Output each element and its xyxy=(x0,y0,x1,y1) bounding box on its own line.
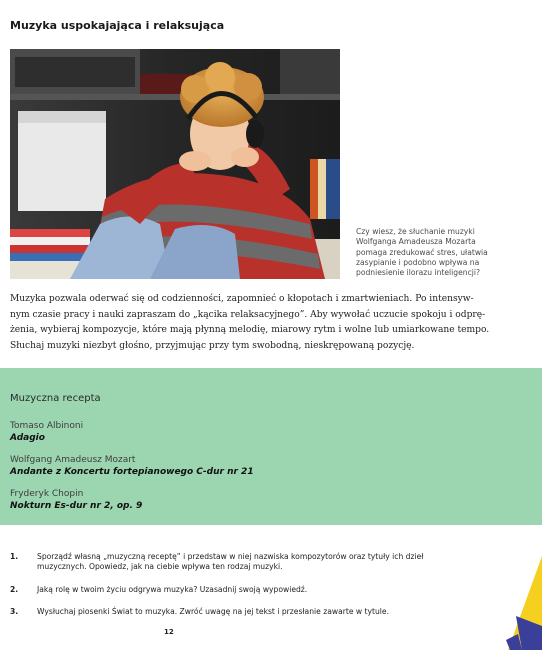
task-line: muzycznych. Opowiedz, jak na ciebie wpływa ten rodzaj muzyki. xyxy=(37,562,283,571)
task-number: 3. xyxy=(10,607,19,616)
corner-decoration-icon xyxy=(498,556,542,650)
intro-line: Muzyka pozwala oderwać się od codzienności, zapomnieć o kłopotach i zmartwieniach. Po intensyw- xyxy=(10,294,474,304)
task-text xyxy=(37,585,307,595)
task-text xyxy=(37,607,389,617)
recipe-entry xyxy=(10,488,142,512)
recipe-entry xyxy=(10,454,254,478)
task-text xyxy=(37,552,423,572)
work-title: Andante z Koncertu fortepianowego C-dur nr 21 xyxy=(10,467,254,477)
work-title: Adagio xyxy=(10,433,45,443)
task-line: Sporządź własną „muzyczną receptę” i przedstaw w niej nazwiska kompozytorów oraz tytuły ich dzieł xyxy=(37,552,424,561)
task-number: 1. xyxy=(10,552,19,561)
page-number: 12 xyxy=(164,628,174,636)
task-line: Wysłuchaj piosenki Świat to muzyka. Zwróć uwagę na jej tekst i przesłanie zawarte w tytule. xyxy=(37,607,389,616)
info-caption xyxy=(356,227,536,278)
recipe-entry xyxy=(10,420,83,444)
intro-line: żenia, wybieraj kompozycje, które mają płynną melodię, miarowy rytm i wolne lub umiarkowane tempo. xyxy=(10,325,490,336)
caption-line: zasypianie i podobno wpływa na xyxy=(356,257,480,267)
composer-name: Fryderyk Chopin xyxy=(10,489,84,499)
intro-line: Słuchaj muzyki niezbyt głośno, przyjmując przy tym swobodną, nieskrępowaną pozycję. xyxy=(10,340,415,351)
composer-name: Tomaso Albinoni xyxy=(10,421,84,431)
intro-line: nym czasie pracy i nauki zapraszam do „kącika relaksacyjnego”. Aby wywołać uczucie spokoju i odprę- xyxy=(10,309,486,320)
caption-line: podniesienie ilorazu inteligencji? xyxy=(356,268,481,278)
caption-line: pomaga zredukować stres, ułatwia xyxy=(356,247,488,257)
photo-illustration xyxy=(10,49,340,279)
work-title: Nokturn Es-dur nr 2, op. 9 xyxy=(10,501,143,511)
caption-line: Wolfganga Amadeusza Mozarta xyxy=(356,237,476,247)
intro-paragraph xyxy=(10,292,540,354)
task-number: 2. xyxy=(10,585,19,594)
caption-line: Czy wiesz, że słuchanie muzyki xyxy=(356,227,475,236)
task-line: Jaką rolę w twoim życiu odgrywa muzyka? Uzasadnij swoją wypowiedź. xyxy=(37,585,308,594)
boy-listening-headphones-photo xyxy=(10,49,340,279)
music-recipe-panel xyxy=(0,368,542,525)
recipe-title: Muzyczna recepta xyxy=(10,393,101,404)
page-title: Muzyka uspokajająca i relaksująca xyxy=(10,19,225,32)
composer-name: Wolfgang Amadeusz Mozart xyxy=(10,455,136,465)
